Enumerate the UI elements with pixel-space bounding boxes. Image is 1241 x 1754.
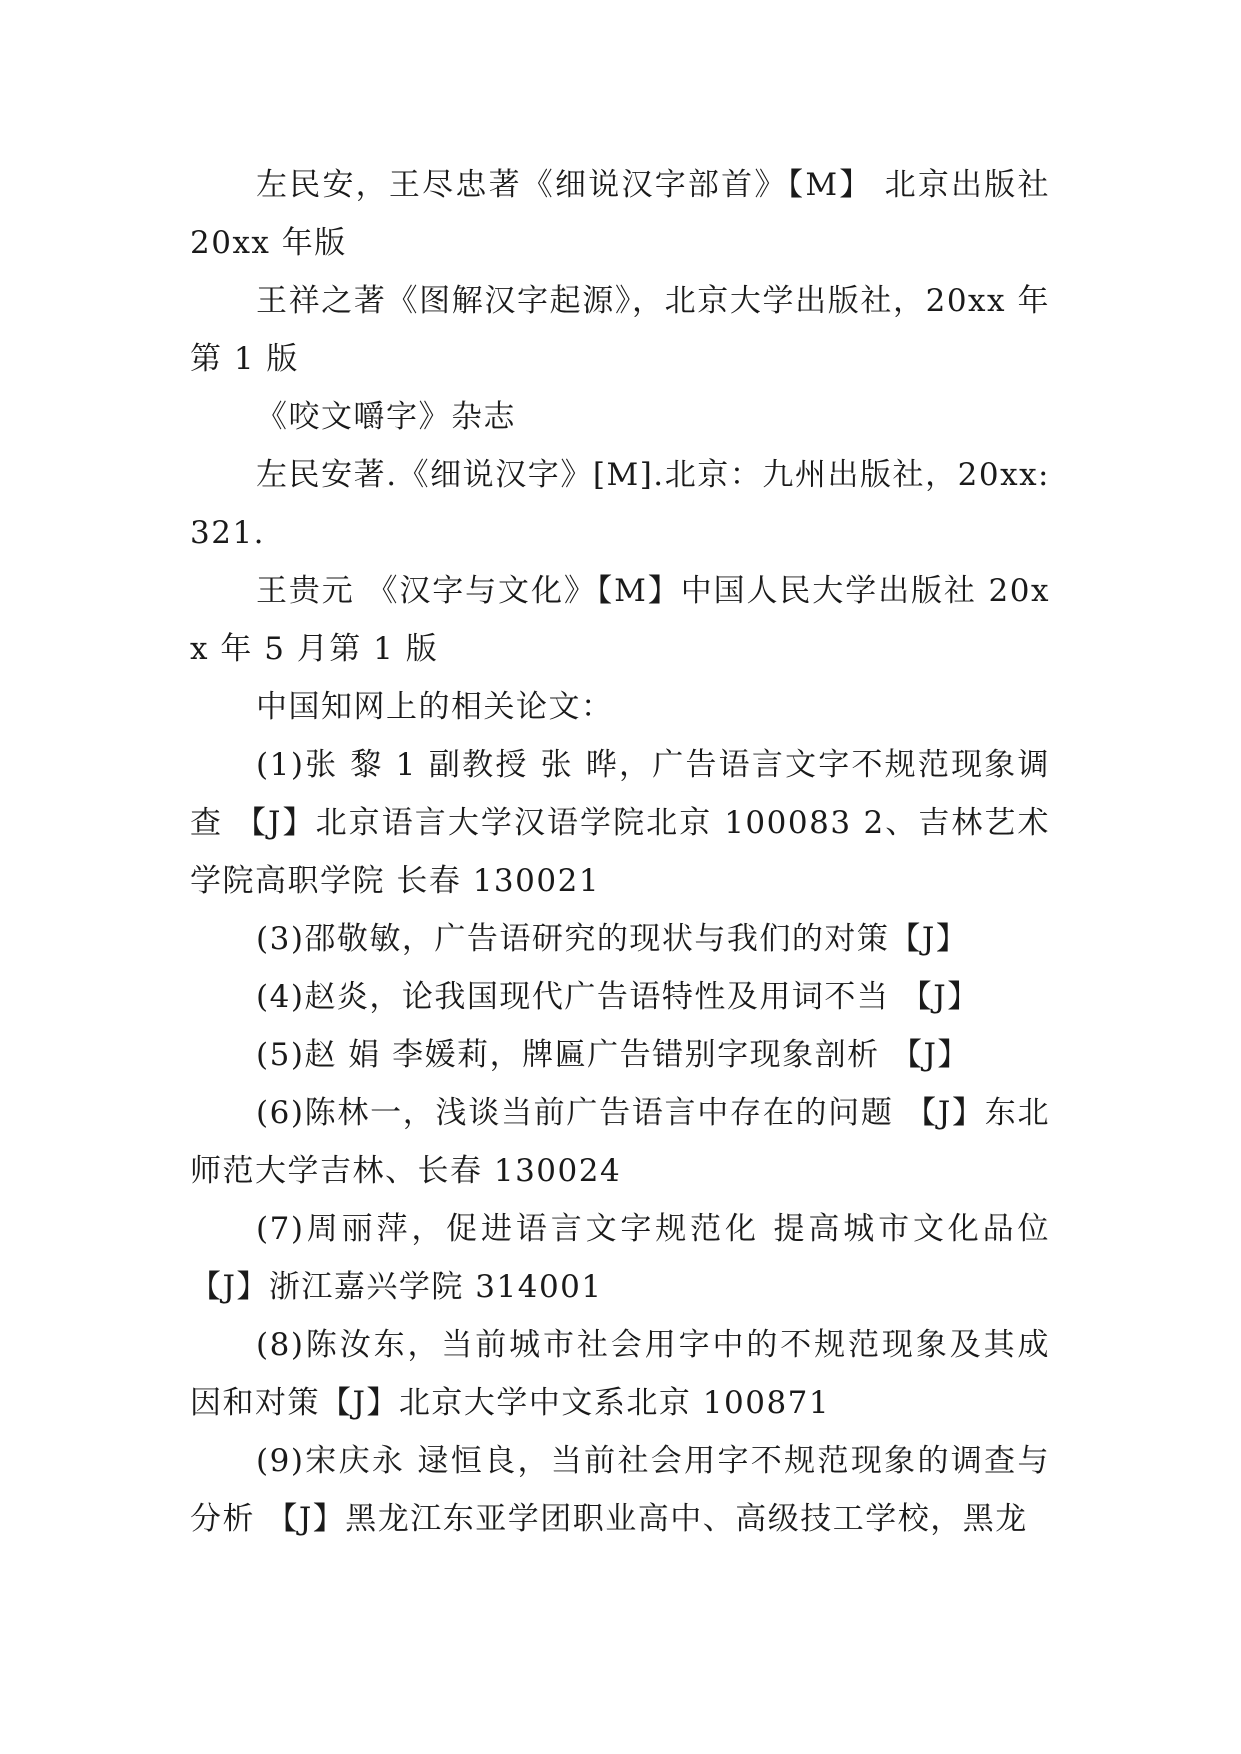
reference-entry: 王祥之著《图解汉字起源》，北京大学出版社，20xx 年第 1 版 xyxy=(190,283,1050,377)
paper-entry: (5)赵 娟 李媛莉，牌匾广告错别字现象剖析 【J】 xyxy=(256,1037,970,1073)
paper-entry: (3)邵敬敏，广告语研究的现状与我们的对策【J】 xyxy=(256,921,969,957)
paper-entry: (6)陈林一，浅谈当前广告语言中存在的问题 【J】东北师范大学吉林、长春 130024 xyxy=(190,1095,1050,1189)
paper-entry: (8)陈汝东，当前城市社会用字中的不规范现象及其成因和对策【J】北京大学中文系北京 100871 xyxy=(190,1327,1050,1421)
section-heading: 中国知网上的相关论文： xyxy=(256,689,614,725)
paper-entry: (1)张 黎 1 副教授 张 晔，广告语言文字不规范现象调查 【J】北京语言大学汉语学院北京 100083 2、吉林艺术学院高职学院 长春 130021 xyxy=(190,747,1050,899)
reference-entry: 左民安，王尽忠著《细说汉字部首》【M】 北京出版社 20xx 年版 xyxy=(190,167,1050,261)
paper-entry: (7)周丽萍，促进语言文字规范化 提高城市文化品位【J】浙江嘉兴学院 314001 xyxy=(190,1211,1050,1305)
paper-entry: (9)宋庆永 逯恒良，当前社会用字不规范现象的调查与分析 【J】黑龙江东亚学团职业高中、高级技工学校，黑龙 xyxy=(190,1443,1050,1537)
reference-entry: 《咬文嚼字》杂志 xyxy=(256,399,516,435)
document-body xyxy=(190,156,1050,1548)
reference-entry: 左民安著.《细说汉字》[M].北京：九州出版社，20xx: 321. xyxy=(190,457,1050,551)
paper-entry: (4)赵炎，论我国现代广告语特性及用词不当 【J】 xyxy=(256,979,980,1015)
reference-entry: 王贵元 《汉字与文化》【M】中国人民大学出版社 20xx 年 5 月第 1 版 xyxy=(190,573,1050,667)
